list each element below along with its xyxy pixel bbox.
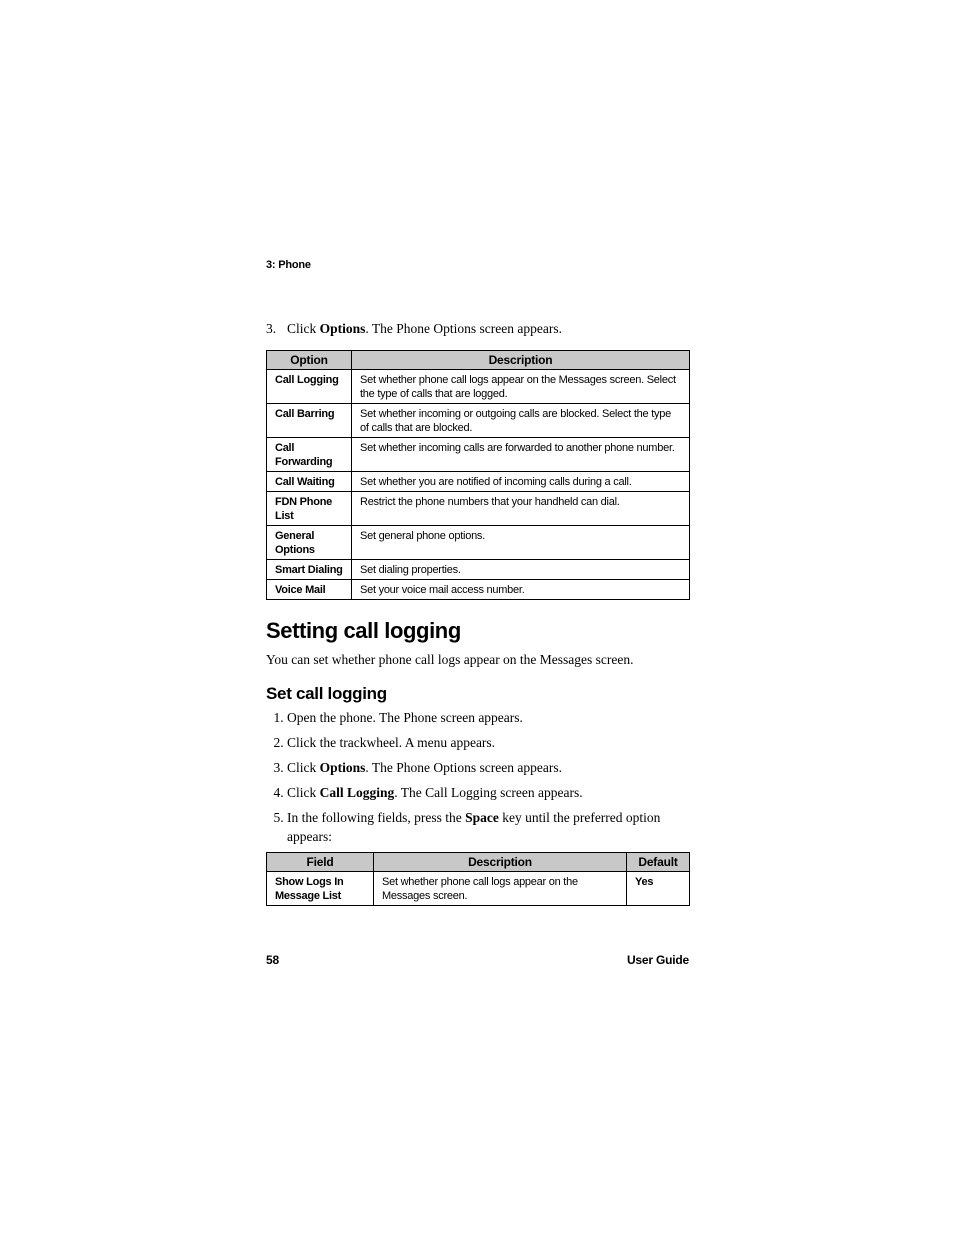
option-name-cell: Call Barring [267, 404, 352, 438]
option-name-cell: Call Waiting [267, 472, 352, 492]
section-title: Setting call logging [266, 618, 461, 643]
fields-table-header-default: Default [627, 853, 690, 872]
text-segment: . The Call Logging screen appears. [394, 785, 583, 800]
fields-table [266, 852, 690, 906]
step-item [287, 783, 689, 802]
fields-table-header-field: Field [267, 853, 374, 872]
option-description-cell: Set your voice mail access number. [352, 580, 690, 600]
option-name-cell: Voice Mail [267, 580, 352, 600]
option-name-cell: Call Logging [267, 370, 352, 404]
running-header: 3: Phone [266, 259, 311, 271]
options-table-row [267, 580, 690, 600]
options-table-header-row [267, 351, 690, 370]
step-item [287, 733, 689, 752]
bold-text-segment: Options [319, 321, 366, 336]
options-table-row [267, 438, 690, 472]
option-name-cell: Smart Dialing [267, 560, 352, 580]
option-description-cell: Set whether incoming or outgoing calls are blocked. Select the type of calls that are blocked. [352, 404, 690, 438]
page-number: 58 [266, 953, 279, 967]
intro-step [266, 319, 689, 338]
options-table-row [267, 404, 690, 438]
option-name-cell: Call Forwarding [267, 438, 352, 472]
intro-step-number: 3. [266, 321, 277, 336]
option-description-cell: Set whether phone call logs appear on the Messages screen. Select the type of calls that are logged. [352, 370, 690, 404]
text-segment: . The Phone Options screen appears. [365, 760, 562, 775]
bold-text-segment: Call Logging [319, 785, 395, 800]
fields-table-header-description: Description [374, 853, 627, 872]
intro-step-text [287, 319, 562, 338]
footer-doc-title: User Guide [626, 953, 689, 967]
option-description-cell: Restrict the phone numbers that your handheld can dial. [352, 492, 690, 526]
option-description-cell: Set whether incoming calls are forwarded to another phone number. [352, 438, 690, 472]
field-default-cell: Yes [627, 872, 690, 906]
text-segment: . The Phone Options screen appears. [365, 321, 562, 336]
option-description-cell: Set dialing properties. [352, 560, 690, 580]
page-footer [266, 953, 689, 968]
text-segment: In the following fields, press the [287, 810, 466, 825]
text-segment: key until the preferred option appears: [287, 810, 661, 844]
fields-table-header-row [267, 853, 690, 872]
options-table-header-option: Option [267, 351, 352, 370]
field-name-cell: Show Logs In Message List [267, 872, 374, 906]
page-content [266, 258, 689, 906]
text-segment: Open the phone. The Phone screen appears. [287, 710, 523, 725]
text-segment: Click [287, 321, 320, 336]
options-table-row [267, 472, 690, 492]
option-name-cell: FDN Phone List [267, 492, 352, 526]
step-item [287, 758, 689, 777]
step-item [287, 808, 689, 846]
options-table-header-description: Description [352, 351, 690, 370]
option-name-cell: General Options [267, 526, 352, 560]
options-table-row [267, 492, 690, 526]
options-table-row [267, 526, 690, 560]
section-intro: You can set whether phone call logs appear on the Messages screen. [266, 652, 634, 667]
bold-text-segment: Options [319, 760, 366, 775]
option-description-cell: Set whether you are notified of incoming calls during a call. [352, 472, 690, 492]
steps-list [266, 708, 689, 846]
options-table-row [267, 560, 690, 580]
text-segment: Click [287, 760, 320, 775]
option-description-cell: Set general phone options. [352, 526, 690, 560]
text-segment: Click the trackwheel. A menu appears. [287, 735, 496, 750]
fields-table-row [267, 872, 690, 906]
phone-options-table [266, 350, 690, 600]
options-table-row [267, 370, 690, 404]
step-item [287, 708, 689, 727]
bold-text-segment: Space [465, 810, 499, 825]
field-description-cell: Set whether phone call logs appear on the Messages screen. [374, 872, 627, 906]
text-segment: Click [287, 785, 320, 800]
subsection-title: Set call logging [266, 684, 387, 703]
